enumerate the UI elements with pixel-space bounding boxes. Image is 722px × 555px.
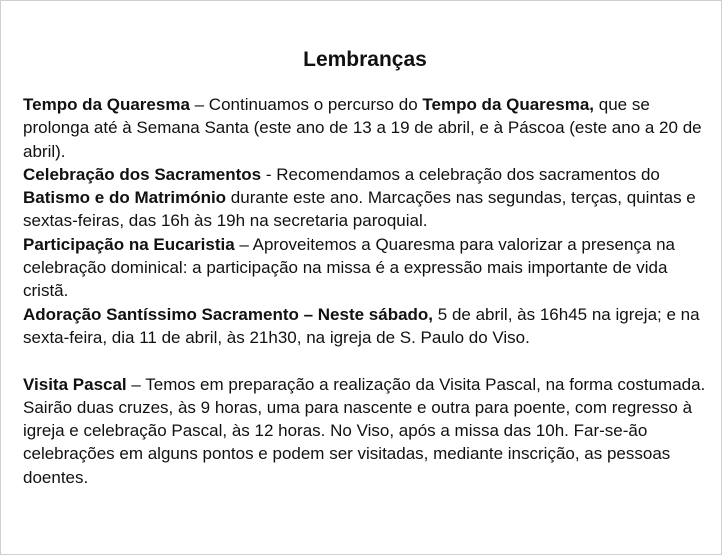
document-body bbox=[23, 93, 707, 489]
paragraph-spacer bbox=[23, 349, 707, 372]
body-text: 5 de abril, às 16h45 na igreja; e na sexta-feira, dia 11 de abril, às 21h30, na igreja de S. Paulo do Viso. bbox=[23, 304, 700, 347]
paragraph bbox=[23, 373, 707, 489]
body-text: – Continuamos o percurso do bbox=[189, 95, 423, 114]
bold-text: Tempo da Quaresma bbox=[23, 95, 190, 114]
bold-text: Batismo e do Matrimónio bbox=[23, 188, 227, 208]
bold-text: Celebração dos Sacramentos bbox=[23, 164, 262, 184]
bold-text: Adoração Santíssimo Sacramento – Neste sábado, bbox=[23, 304, 434, 324]
body-text: que se prolonga até à Semana Santa (este ano de 13 a 19 de abril, e à Páscoa (este ano a 20 de abril). bbox=[23, 95, 702, 161]
body-text: – Temos em preparação a realização da Visita Pascal, na forma costumada. Sairão duas cruzes, às 9 horas, uma para nascente e outra para poente, com regresso à igreja e celebração Pascal, às 12 horas. No Viso, após a missa das 10h. Far-se-ão celebrações em alguns pontos e podem ser visitadas, mediante inscrição, as pessoas doentes. bbox=[23, 374, 706, 487]
body-text: - Recomendamos a celebração dos sacramentos do bbox=[261, 164, 660, 184]
bold-text: Tempo da Quaresma, bbox=[422, 95, 595, 114]
body-text: – Aproveitemos a Quaresma para valorizar a presença na celebração dominical: a participação na missa é a expressão mais importante de vida cristã. bbox=[23, 234, 675, 301]
document bbox=[23, 45, 707, 489]
body-text: durante este ano. Marcações nas segundas, terças, quintas e sextas-feiras, das 16h às 19h na secretaria paroquial. bbox=[23, 188, 696, 231]
page-title: Lembranças bbox=[303, 48, 427, 71]
paragraph bbox=[23, 163, 707, 233]
bold-text: Participação na Eucaristia bbox=[23, 234, 235, 254]
paragraph bbox=[23, 233, 707, 303]
paragraph bbox=[23, 93, 707, 163]
paragraph bbox=[23, 303, 707, 350]
bold-text: Visita Pascal bbox=[23, 374, 127, 394]
